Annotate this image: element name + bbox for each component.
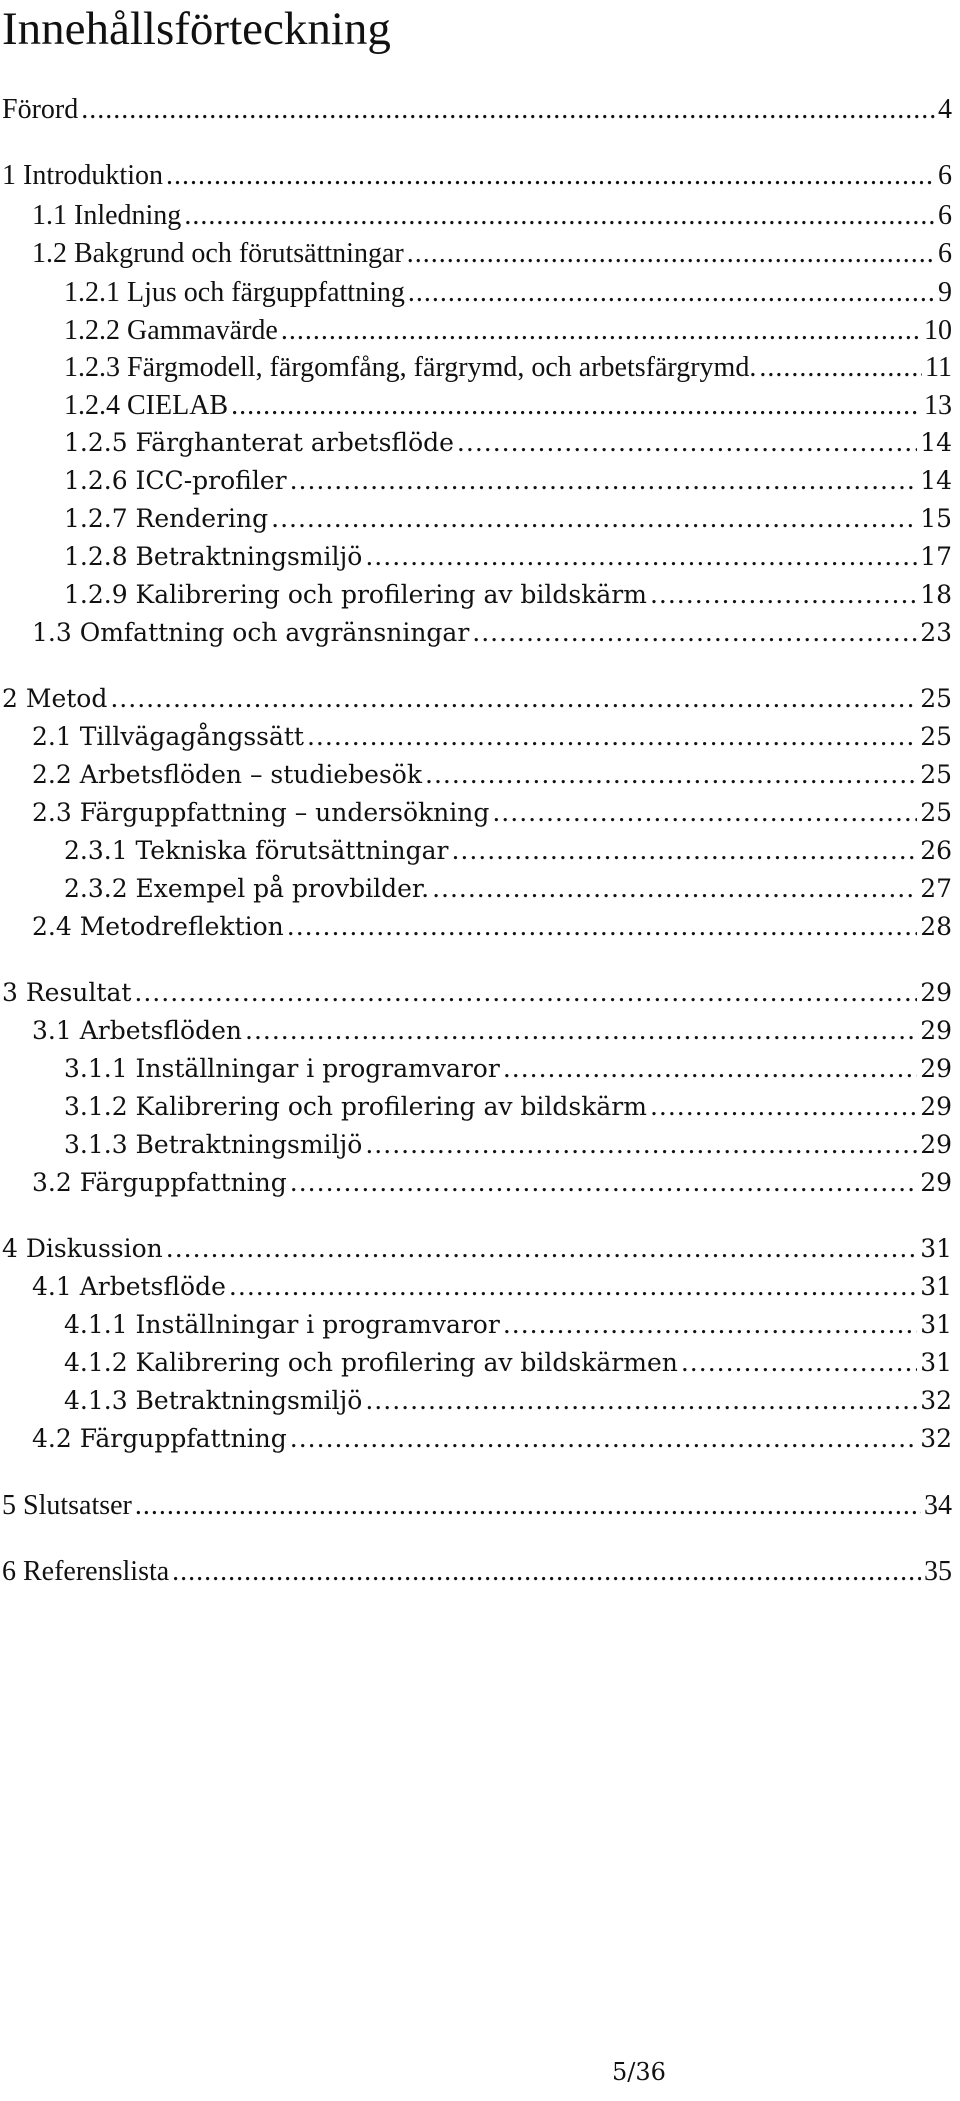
dot-leader [166,160,935,192]
dot-leader [172,1556,921,1588]
toc-entry[interactable] [64,466,952,502]
toc-entry-label: 1.3 Omfattning och avgränsningar [32,618,470,647]
dot-leader [432,874,917,903]
toc-entry-label: 1.2.4 CIELAB [64,390,229,421]
toc-entry-page: 27 [920,874,952,903]
dot-leader [287,912,917,941]
toc-entry-page: 28 [920,912,952,941]
toc-entry[interactable] [64,836,952,872]
toc-entry-page: 35 [924,1556,952,1587]
dot-leader [229,1272,917,1301]
toc-entry-page: 25 [920,760,952,789]
dot-leader [135,1490,921,1522]
dot-leader [166,1234,917,1263]
toc-entry[interactable] [64,1054,952,1090]
toc-entry-page: 15 [920,504,952,533]
toc-entry-label: 4.2 Färguppfattning [32,1424,287,1453]
toc-entry[interactable] [64,1092,952,1128]
dot-leader [503,1310,917,1339]
dot-leader [365,1386,917,1415]
toc-entry-label: 1.2.3 Färgmodell, färgomfång, färgrymd, och arbetsfärgrymd. [64,352,757,383]
dot-leader [290,1424,917,1453]
toc-entry-label: 1.2.5 Färghanterat arbetsflöde [64,428,454,457]
toc-entry-page: 11 [925,352,952,383]
dot-leader [184,200,935,232]
toc-entry-label: 2.3.1 Tekniska förutsättningar [64,836,449,865]
toc-entry-label: 1.2.2 Gammavärde [64,315,278,346]
toc-entry-page: 25 [920,722,952,751]
toc-entry[interactable] [32,722,952,758]
page-number: 5/36 [612,2058,666,2086]
toc-entry-label: 1.2 Bakgrund och förutsättningar [32,238,404,269]
toc-entry-label: 1.2.7 Rendering [64,504,269,533]
toc-entry[interactable] [64,874,952,910]
toc-entry-page: 26 [920,836,952,865]
toc-entry-label: 4 Diskussion [2,1234,163,1263]
toc-entry[interactable] [32,200,952,236]
dot-leader [365,1130,917,1159]
toc-entry-label: 4.1.2 Kalibrering och profilering av bildskärmen [64,1348,678,1377]
toc-entry[interactable] [64,580,952,616]
toc-entry[interactable] [64,1310,952,1346]
toc-entry-page: 23 [920,618,952,647]
dot-leader [759,352,922,384]
toc-entry[interactable] [2,160,952,196]
toc-entry[interactable] [32,912,952,948]
dot-leader [290,466,918,495]
dot-leader [110,684,917,713]
dot-leader [307,722,917,751]
toc-entry-page: 31 [920,1348,952,1377]
toc-entry-page: 10 [924,315,952,346]
toc-entry-label: 4.1.3 Betraktningsmiljö [64,1386,363,1415]
toc-entry-page: 6 [938,238,952,269]
toc-entry-page: 32 [920,1424,952,1453]
toc-entry[interactable] [2,978,952,1014]
toc-entry[interactable] [64,277,952,313]
toc-entry-page: 31 [920,1272,952,1301]
dot-leader [231,390,921,422]
toc-entry[interactable] [64,428,952,464]
toc-entry[interactable] [2,94,952,130]
toc-entry-page: 29 [920,1168,952,1197]
toc-entry-label: 4.1 Arbetsflöde [32,1272,226,1301]
toc-entry-label: 2.1 Tillvägagångssätt [32,722,304,751]
toc-entry-label: 4.1.1 Inställningar i programvaror [64,1310,500,1339]
toc-entry[interactable] [64,315,952,351]
toc-entry[interactable] [32,798,952,834]
toc-entry-label: 2.3 Färguppfattning – undersökning [32,798,490,827]
toc-entry-page: 32 [920,1386,952,1415]
toc-entry[interactable] [2,1556,952,1592]
toc-entry-page: 29 [920,1130,952,1159]
dot-leader [81,94,935,126]
toc-entry-page: 25 [920,798,952,827]
toc-entry-page: 14 [920,466,952,495]
toc-entry-label: 2.3.2 Exempel på provbilder. [64,874,430,903]
toc-entry[interactable] [64,1348,952,1384]
toc-entry-label: 1.2.1 Ljus och färguppfattning [64,277,405,308]
dot-leader [451,836,917,865]
dot-leader [365,542,917,571]
toc-entry-label: 3 Resultat [2,978,132,1007]
dot-leader [681,1348,917,1377]
toc-entry-page: 31 [920,1234,952,1263]
dot-leader [425,760,917,789]
toc-entry-page: 34 [924,1490,952,1521]
toc-entry-label: 1.2.6 ICC-profiler [64,466,287,495]
toc-entry-page: 18 [920,580,952,609]
toc-entry-label: 3.1.2 Kalibrering och profilering av bildskärm [64,1092,647,1121]
toc-entry-page: 31 [920,1310,952,1339]
toc-entry-label: 2.4 Metodreflektion [32,912,284,941]
toc-entry[interactable] [2,1234,952,1270]
dot-leader [290,1168,917,1197]
toc-entry-label: 2 Metod [2,684,108,713]
toc-entry-page: 14 [920,428,952,457]
dot-leader [408,277,935,309]
dot-leader [271,504,917,533]
toc-entry-page: 13 [924,390,952,421]
toc-entry[interactable] [32,1168,952,1204]
toc-entry-page: 4 [938,94,952,125]
toc-entry-page: 6 [938,200,952,231]
toc-entry[interactable] [64,504,952,540]
toc-entry-page: 9 [938,277,952,308]
dot-leader [134,978,917,1007]
dot-leader [503,1054,917,1083]
toc-entry-label: 6 Referenslista [2,1556,170,1587]
toc-entry-label: 3.1 Arbetsflöden [32,1016,243,1045]
toc-entry-page: 29 [920,1092,952,1121]
toc-entry-label: 1.1 Inledning [32,200,182,231]
page-title: Innehållsförteckning [2,3,391,55]
toc-entry-label: Förord [2,94,79,125]
toc-entry-label: 3.1.3 Betraktningsmiljö [64,1130,363,1159]
dot-leader [281,315,921,347]
toc-entry[interactable] [32,1424,952,1460]
toc-entry-page: 25 [920,684,952,713]
toc-entry-page: 29 [920,1054,952,1083]
toc-entry[interactable] [64,390,952,426]
dot-leader [492,798,917,827]
toc-entry-label: 3.1.1 Inställningar i programvaror [64,1054,500,1083]
toc-entry-label: 1.2.8 Betraktningsmiljö [64,542,363,571]
toc-entry[interactable] [64,1130,952,1166]
toc-entry-label: 1.2.9 Kalibrering och profilering av bildskärm [64,580,647,609]
toc-entry[interactable] [64,542,952,578]
toc-entry[interactable] [32,760,952,796]
dot-leader [457,428,917,457]
dot-leader [650,580,917,609]
toc-entry-page: 6 [938,160,952,191]
toc-entry[interactable] [32,1016,952,1052]
toc-entry[interactable] [32,618,952,654]
toc-entry[interactable] [32,1272,952,1308]
toc-entry-label: 5 Slutsatser [2,1490,132,1521]
toc-entry[interactable] [64,352,952,388]
toc-entry[interactable] [2,684,952,720]
toc-entry-label: 3.2 Färguppfattning [32,1168,287,1197]
dot-leader [472,618,917,647]
toc-entry-label: 1 Introduktion [2,160,163,191]
toc-entry[interactable] [2,1490,952,1526]
toc-entry[interactable] [64,1386,952,1422]
toc-entry-page: 29 [920,978,952,1007]
toc-entry-page: 29 [920,1016,952,1045]
toc-entry[interactable] [32,238,952,274]
dot-leader [650,1092,917,1121]
toc-entry-page: 17 [920,542,952,571]
dot-leader [245,1016,917,1045]
toc-entry-label: 2.2 Arbetsflöden – studiebesök [32,760,423,789]
dot-leader [407,238,935,270]
